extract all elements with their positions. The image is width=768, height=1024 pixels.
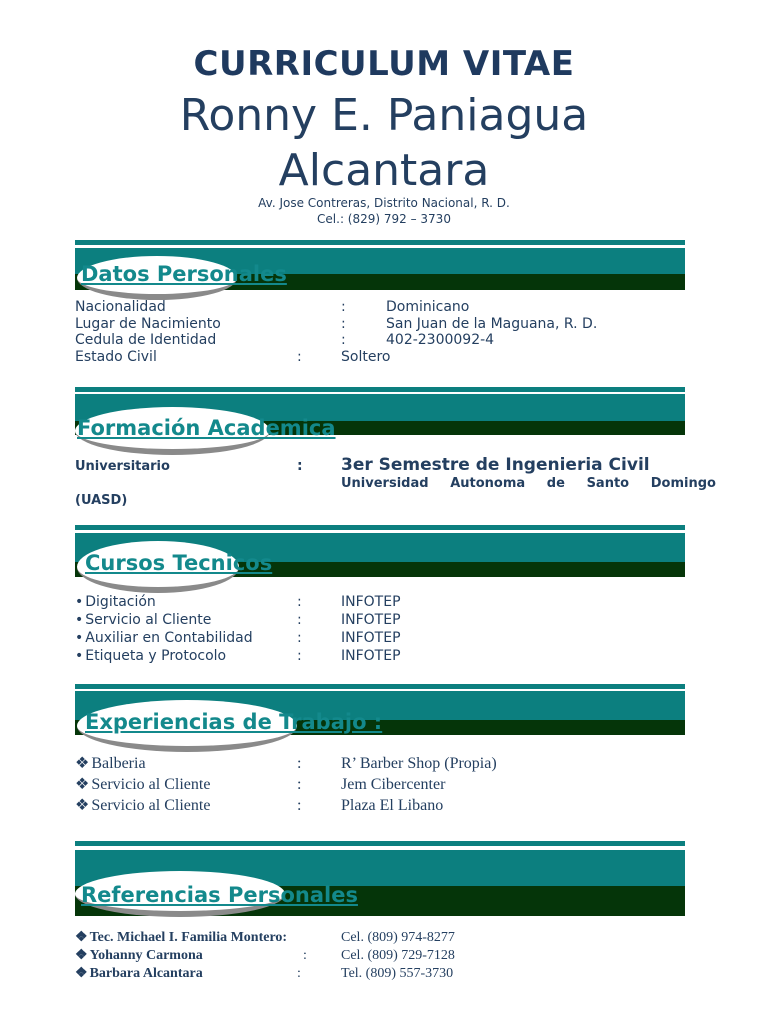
- section-header-experience: [75, 684, 685, 738]
- education-sep: :: [297, 458, 303, 474]
- reference-sep: :: [297, 966, 301, 981]
- course-item: [75, 648, 226, 665]
- experience-sep: :: [297, 797, 302, 814]
- course-label: Etiqueta y Protocolo: [85, 648, 227, 664]
- section-title-personal: Datos Personales: [81, 262, 287, 286]
- experience-item: [75, 754, 146, 773]
- institution-word: Santo: [586, 476, 630, 491]
- experience-item: [75, 775, 210, 794]
- experience-value: Jem Cibercenter: [341, 776, 446, 793]
- course-label: Servicio al Cliente: [85, 612, 212, 628]
- education-level: Universitario: [75, 459, 170, 474]
- institution-word: Autonoma: [450, 476, 526, 491]
- band-top-line: [75, 387, 685, 392]
- personal-value-2: 402-2300092-4: [386, 332, 495, 348]
- personal-sep-1: :: [341, 316, 346, 332]
- band-top-line: [75, 525, 685, 530]
- address: Av. Jose Contreras, Distrito Nacional, R. D.: [258, 196, 510, 210]
- experience-label: Servicio al Cliente: [91, 776, 211, 793]
- candidate-name-line-1: Ronny E. Paniagua: [179, 90, 589, 141]
- reference-name: Yohanny Carmona: [89, 948, 203, 963]
- personal-label-3: Estado Civil: [75, 349, 157, 365]
- personal-value-0: Dominicano: [386, 299, 470, 315]
- bullet-icon: •: [75, 612, 84, 628]
- reference-phone: Cel. (809) 729-7128: [341, 948, 455, 963]
- bullet-icon: •: [75, 648, 84, 664]
- education-institution: [341, 475, 716, 492]
- course-value: INFOTEP: [341, 612, 401, 628]
- course-sep: :: [297, 648, 302, 664]
- personal-sep-0: :: [341, 299, 346, 315]
- reference-phone: Tel. (809) 557-3730: [341, 966, 454, 981]
- diamond-bullet-icon: ❖: [75, 776, 90, 793]
- institution-word: Domingo: [650, 476, 716, 491]
- experience-label: Balberia: [91, 755, 146, 772]
- course-value: INFOTEP: [341, 648, 401, 664]
- course-sep: :: [297, 612, 302, 628]
- diamond-bullet-icon: ❖: [75, 948, 88, 963]
- candidate-name-line-2: Alcantara: [278, 145, 490, 196]
- section-header-personal: [75, 240, 685, 292]
- education-institution-tail: (UASD): [75, 493, 128, 508]
- diamond-bullet-icon: ❖: [75, 797, 90, 814]
- course-label: Digitación: [85, 594, 156, 610]
- course-label: Auxiliar en Contabilidad: [85, 630, 253, 646]
- course-item: [75, 630, 253, 647]
- personal-label-0: Nacionalidad: [75, 299, 166, 315]
- course-sep: :: [297, 594, 302, 610]
- course-item: [75, 612, 211, 629]
- course-item: [75, 594, 156, 611]
- personal-value-3: Soltero: [341, 349, 391, 365]
- section-header-courses: [75, 525, 685, 579]
- section-header-references: [75, 841, 685, 917]
- course-sep: :: [297, 630, 302, 646]
- document-title: CURRICULUM VITAE: [193, 44, 575, 84]
- institution-word: Universidad: [341, 476, 429, 491]
- section-title-courses: Cursos Tecnicos: [85, 551, 273, 575]
- institution-word: de: [546, 476, 565, 491]
- reference-item: [75, 929, 287, 946]
- band-top-line: [75, 684, 685, 689]
- bullet-icon: •: [75, 594, 84, 610]
- section-title-references: Referencias Personales: [81, 883, 358, 907]
- personal-sep-3: :: [297, 349, 302, 365]
- personal-label-2: Cedula de Identidad: [75, 332, 217, 348]
- experience-sep: :: [297, 755, 302, 772]
- section-header-education: [75, 387, 685, 439]
- reference-sep: :: [303, 948, 307, 963]
- reference-name: Barbara Alcantara: [89, 966, 203, 981]
- reference-name: Tec. Michael I. Familia Montero:: [89, 930, 288, 945]
- phone: Cel.: (829) 792 – 3730: [317, 212, 451, 226]
- course-value: INFOTEP: [341, 630, 401, 646]
- personal-sep-2: :: [341, 332, 346, 348]
- section-title-experience: Experiencias de Trabajo :: [85, 710, 383, 734]
- bullet-icon: •: [75, 630, 84, 646]
- diamond-bullet-icon: ❖: [75, 930, 88, 945]
- experience-value: Plaza El Libano: [341, 797, 444, 814]
- reference-phone: Cel. (809) 974-8277: [341, 930, 455, 945]
- reference-item: [75, 965, 203, 982]
- education-degree: 3er Semestre de Ingenieria Civil: [341, 455, 650, 475]
- experience-item: [75, 796, 210, 815]
- course-value: INFOTEP: [341, 594, 401, 610]
- diamond-bullet-icon: ❖: [75, 755, 90, 772]
- experience-label: Servicio al Cliente: [91, 797, 211, 814]
- reference-item: [75, 947, 203, 964]
- personal-label-1: Lugar de Nacimiento: [75, 316, 221, 332]
- diamond-bullet-icon: ❖: [75, 966, 88, 981]
- band-top-line: [75, 841, 685, 846]
- experience-value: R’ Barber Shop (Propia): [341, 755, 497, 772]
- band-top-line: [75, 240, 685, 245]
- personal-value-1: San Juan de la Maguana, R. D.: [386, 316, 598, 332]
- section-title-education: Formación Academica: [77, 416, 336, 440]
- experience-sep: :: [297, 776, 302, 793]
